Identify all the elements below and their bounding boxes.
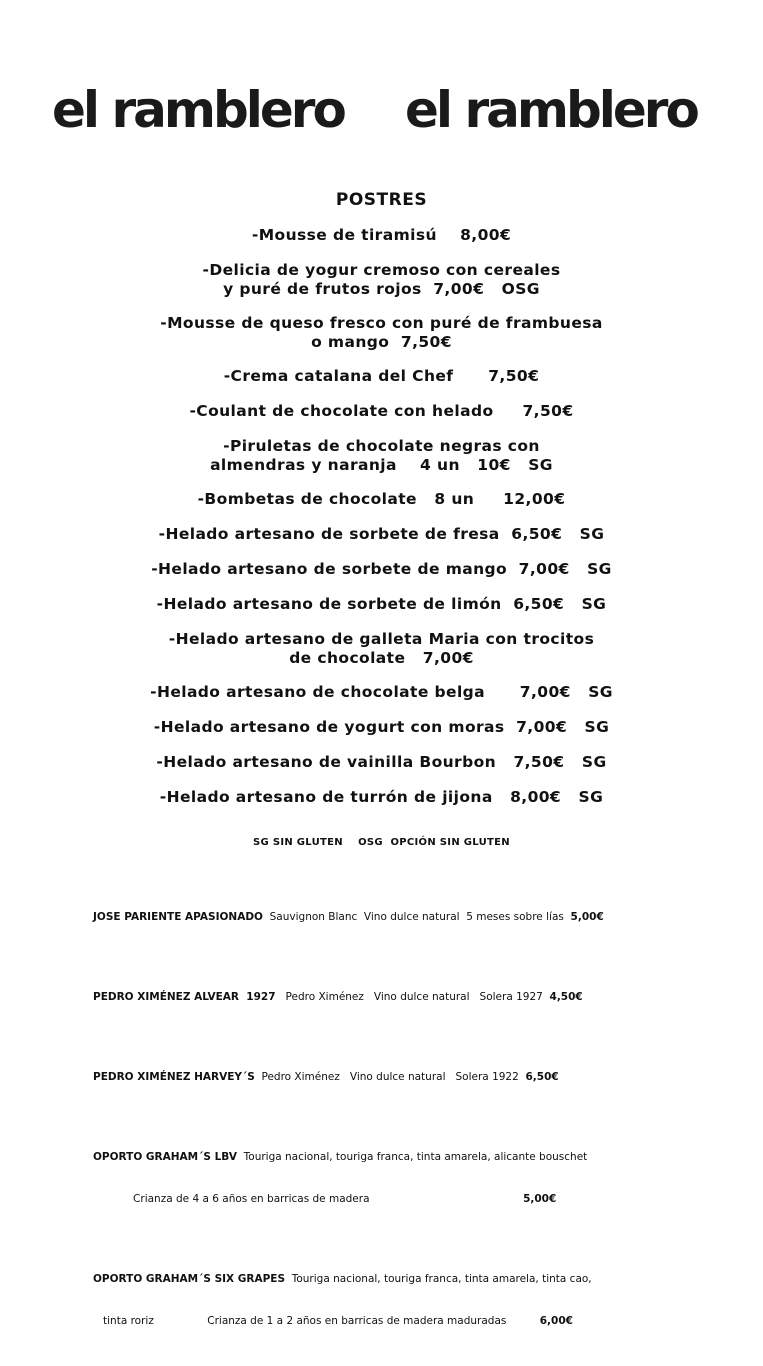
- wine-description: Pedro Ximénez Vino dulce natural Solera 1922: [254, 1071, 526, 1083]
- wine-name: OPORTO GRAHAM´S SIX GRAPES: [93, 1273, 286, 1285]
- wine-description: Pedro Ximénez Vino dulce natural Solera 1927: [275, 991, 550, 1003]
- menu-item: -Helado artesano de galleta Maria con trocitos de chocolate 7,00€: [168, 630, 595, 667]
- wine-item: [93, 1122, 753, 1234]
- menu-item: -Helado artesano de sorbete de fresa 6,50€ SG: [158, 525, 605, 543]
- menu-item: -Mousse de queso fresco con puré de frambuesa o mango 7,50€: [160, 314, 603, 351]
- wine-description: Sauvignon Blanc Vino dulce natural 5 meses sobre lías: [262, 911, 571, 923]
- menu-item: -Crema catalana del Chef 7,50€: [223, 367, 540, 385]
- wine-item: [93, 1244, 753, 1356]
- menu-item: -Helado artesano de sorbete de mango 7,00€ SG: [151, 560, 612, 578]
- menu-item: -Coulant de chocolate con helado 7,50€: [189, 402, 574, 420]
- wine-price: 4,50€: [549, 991, 583, 1003]
- menu-item: -Bombetas de chocolate 8 un 12,00€: [197, 490, 566, 508]
- wine-item: [93, 962, 753, 1032]
- wine-description: Touriga nacional, touriga franca, tinta amarela, tinta cao,: [285, 1273, 592, 1285]
- wine-list: [93, 882, 753, 1366]
- wine-name: JOSE PARIENTE APASIONADO: [93, 911, 263, 923]
- menu-item: -Helado artesano de sorbete de limón 6,50€ SG: [156, 595, 607, 613]
- wine-item: [93, 882, 753, 952]
- wine-price: 6,00€: [539, 1315, 573, 1327]
- wine-aging: tinta roriz Crianza de 1 a 2 años en barricas de madera maduradas: [93, 1315, 540, 1327]
- logo-left: el ramblero: [52, 81, 344, 139]
- gluten-legend: SG SIN GLUTEN OSG OPCIÓN SIN GLUTEN: [253, 837, 510, 848]
- menu-item: -Helado artesano de turrón de jijona 8,00€ SG: [159, 788, 604, 806]
- menu-item: -Helado artesano de chocolate belga 7,00€ SG: [150, 683, 613, 701]
- menu-item: -Delicia de yogur cremoso con cereales y puré de frutos rojos 7,00€ OSG: [202, 261, 561, 298]
- menu-item: -Helado artesano de yogurt con moras 7,00€ SG: [153, 718, 610, 736]
- section-title: POSTRES: [335, 190, 428, 210]
- logo-right: el ramblero: [405, 81, 697, 139]
- wine-price: 5,00€: [570, 911, 604, 923]
- menu-item: -Mousse de tiramisú 8,00€: [251, 226, 512, 244]
- menu-item: -Helado artesano de vainilla Bourbon 7,50€ SG: [156, 753, 607, 771]
- wine-price: 5,00€: [523, 1193, 557, 1205]
- menu-item: -Piruletas de chocolate negras con almendras y naranja 4 un 10€ SG: [210, 437, 553, 474]
- wine-name: OPORTO GRAHAM´S LBV: [93, 1151, 237, 1163]
- wine-price: 6,50€: [525, 1071, 559, 1083]
- wine-item: [93, 1042, 753, 1112]
- wine-aging: Crianza de 4 a 6 años en barricas de madera: [93, 1193, 524, 1205]
- wine-name: PEDRO XIMÉNEZ HARVEY´S: [93, 1071, 255, 1083]
- wine-description: Touriga nacional, touriga franca, tinta amarela, alicante bouschet: [236, 1151, 588, 1163]
- dessert-menu: [0, 226, 763, 823]
- wine-name: PEDRO XIMÉNEZ ALVEAR 1927: [93, 991, 276, 1003]
